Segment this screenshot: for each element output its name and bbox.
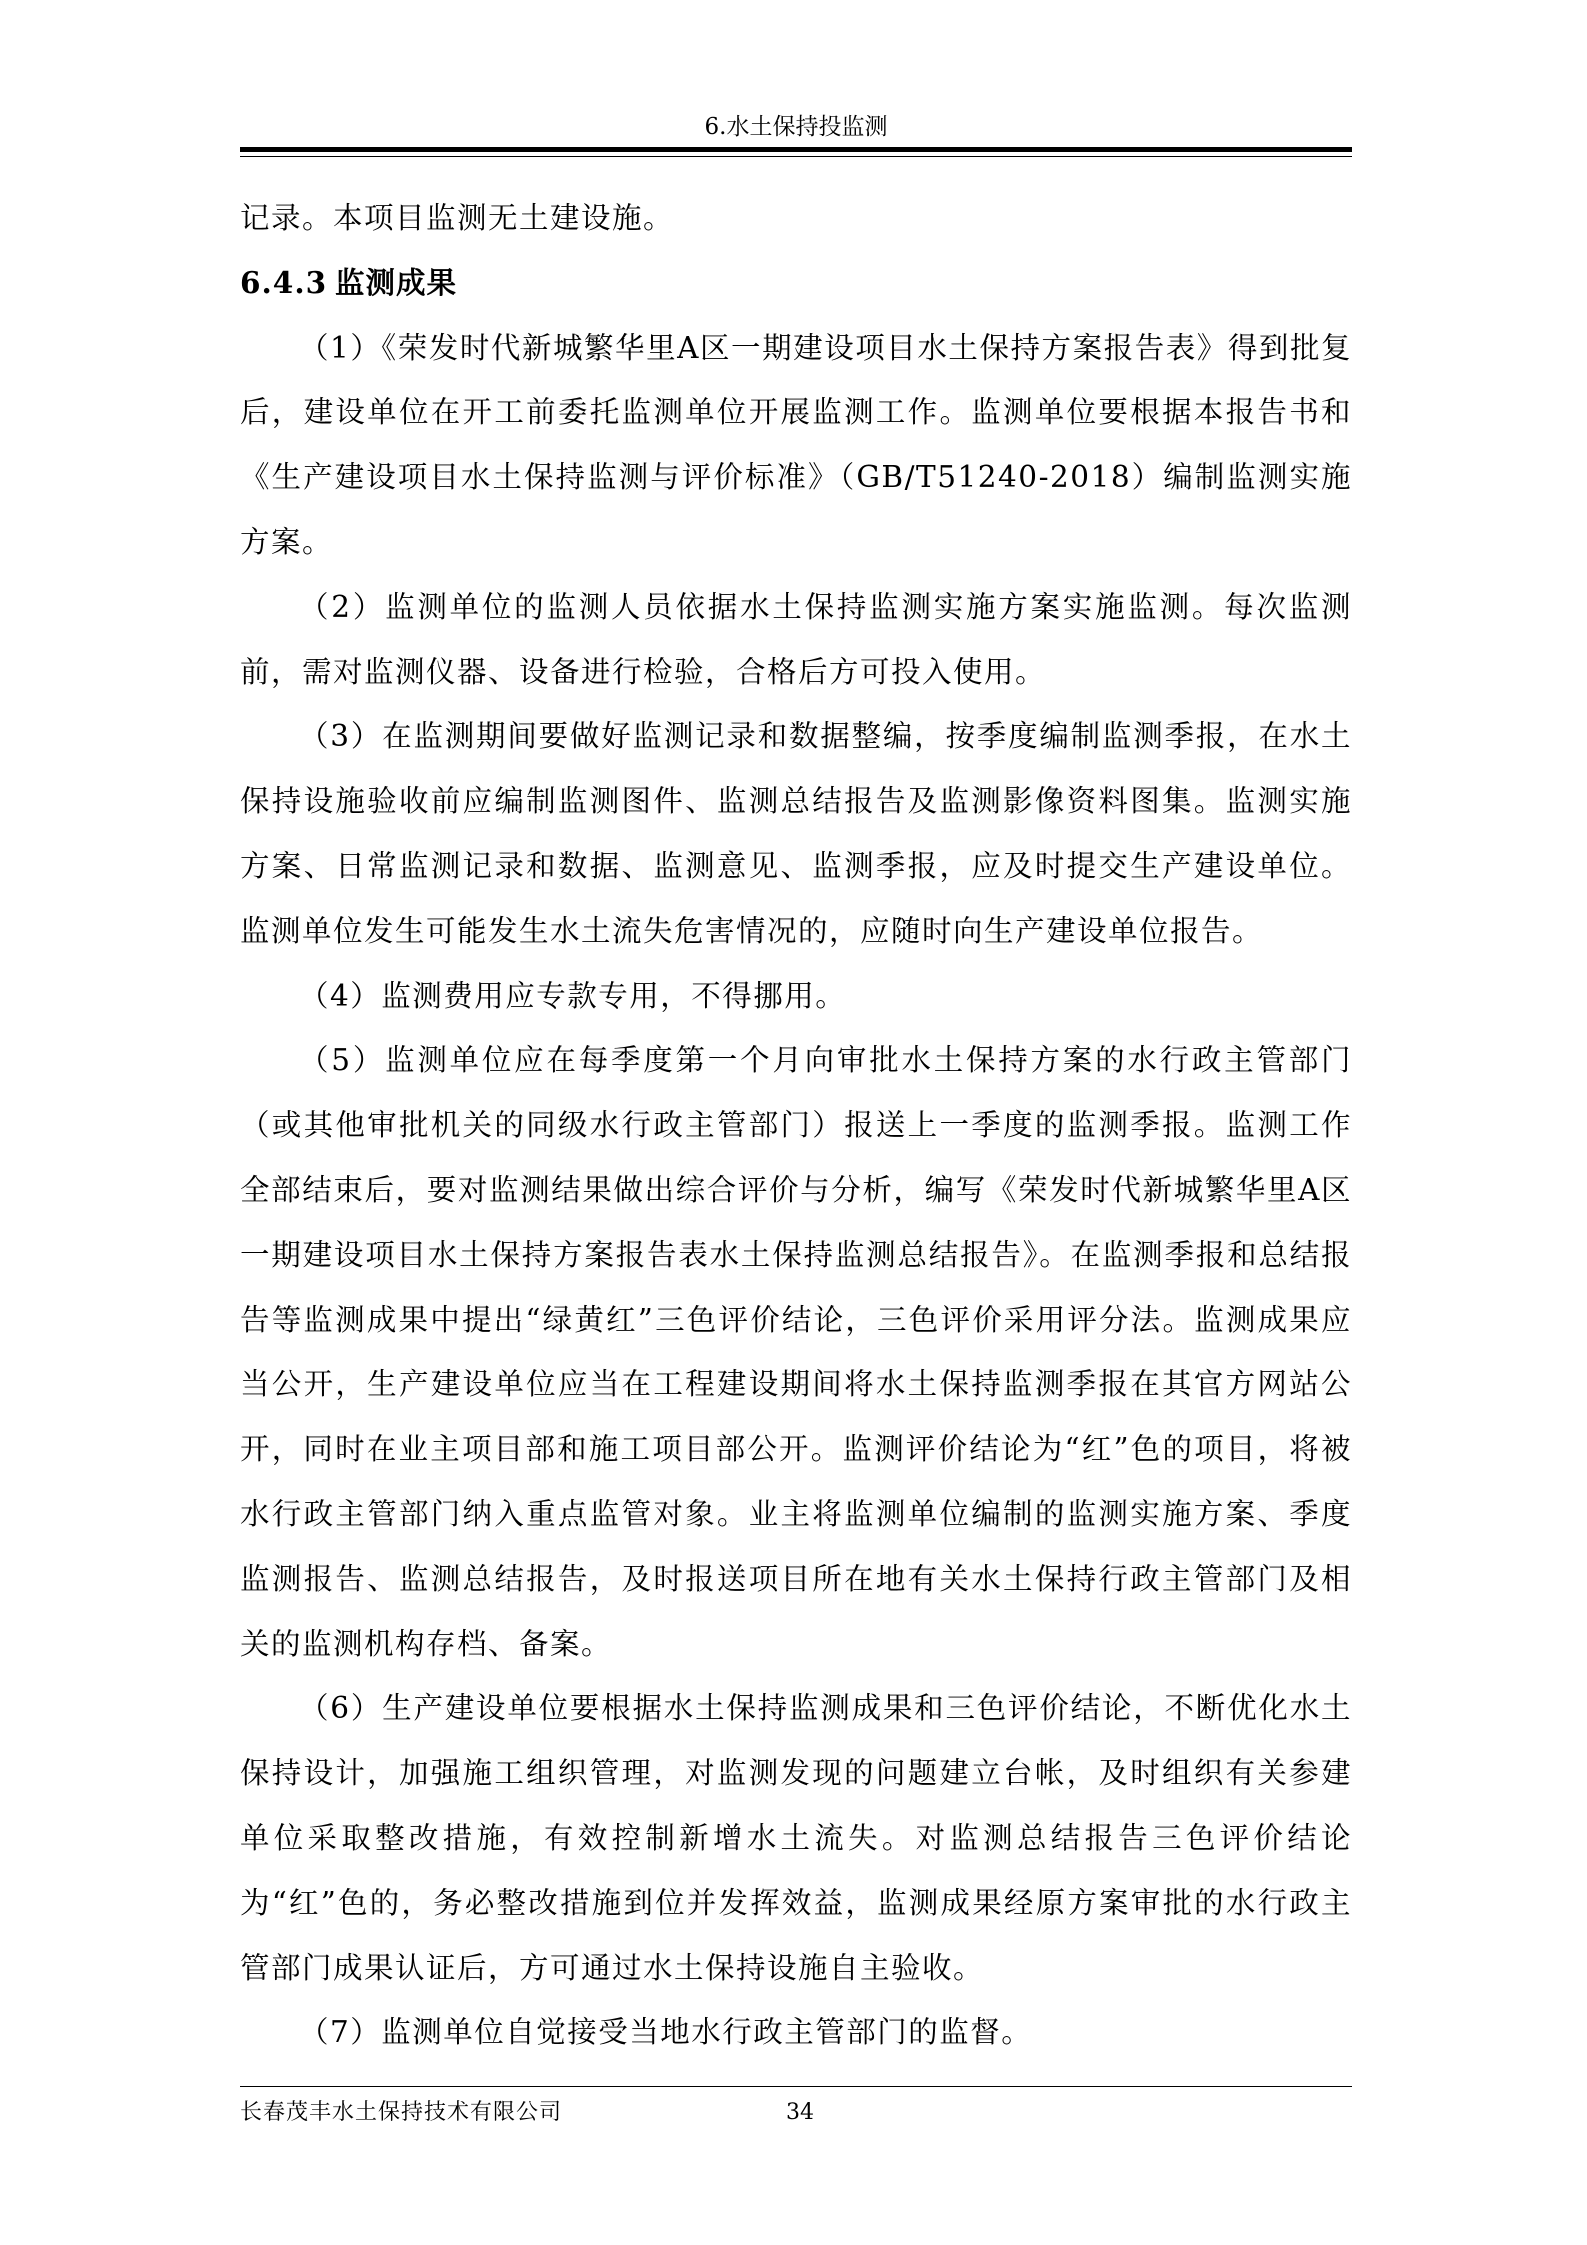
page-body [240, 186, 1352, 2065]
header-divider-thin [240, 156, 1352, 157]
footer-company-name: 长春茂丰水土保持技术有限公司 [240, 2100, 563, 2125]
continuation-paragraph: 记录。本项目监测无土建设施。 [240, 201, 675, 235]
body-paragraph-1: （1）《荣发时代新城繁华里A区一期建设项目水土保持方案报告表》得到批复后，建设单位在开工前委托监测单位开展监测工作。监测单位要根据本报告书和《生产建设项目水土保持监测与评价标准》（GB/T51240-2018）编制监测实施方案。 [240, 330, 1352, 559]
header-divider-thick [240, 147, 1352, 152]
body-paragraph-3: （3）在监测期间要做好监测记录和数据整编，按季度编制监测季报，在水土保持设施验收前应编制监测图件、监测总结报告及监测影像资料图集。监测实施方案、日常监测记录和数据、监测意见、监测季报，应及时提交生产建设单位。监测单位发生可能发生水土流失危害情况的，应随时向生产建设单位报告。 [240, 719, 1352, 948]
body-paragraph-2: （2）监测单位的监测人员依据水土保持监测实施方案实施监测。每次监测前，需对监测仪器、设备进行检验，合格后方可投入使用。 [240, 589, 1352, 689]
body-paragraph-6: （6）生产建设单位要根据水土保持监测成果和三色评价结论，不断优化水土保持设计，加强施工组织管理，对监测发现的问题建立台帐，及时组织有关参建单位采取整改措施，有效控制新增水土流失。对监测总结报告三色评价结论为“红”色的，务必整改措施到位并发挥效益，监测成果经原方案审批的水行政主管部门成果认证后，方可通过水土保持设施自主验收。 [240, 1691, 1352, 1985]
body-paragraph-4: （4）监测费用应专款专用，不得挪用。 [299, 978, 847, 1013]
body-paragraph-7: （7）监测单位自觉接受当地水行政主管部门的监督。 [299, 2015, 1033, 2050]
section-heading [240, 251, 1352, 316]
section-title: 监测成果 [335, 264, 458, 300]
section-number: 6.4.3 [240, 264, 328, 300]
running-header: 6.水土保持投监测 [704, 114, 888, 140]
footer-divider [240, 2086, 1352, 2087]
page-number: 34 [786, 2100, 814, 2125]
body-paragraph-5: （5）监测单位应在每季度第一个月向审批水土保持方案的水行政主管部门（或其他审批机关的同级水行政主管部门）报送上一季度的监测季报。监测工作全部结束后，要对监测结果做出综合评价与分析，编写《荣发时代新城繁华里A区一期建设项目水土保持方案报告表水土保持监测总结报告》。在监测季报和总结报告等监测成果中提出“绿黄红”三色评价结论，三色评价采用评分法。监测成果应当公开，生产建设单位应当在工程建设期间将水土保持监测季报在其官方网站公开，同时在业主项目部和施工项目部公开。监测评价结论为“红”色的项目，将被水行政主管部门纳入重点监管对象。业主将监测单位编制的监测实施方案、季度监测报告、监测总结报告，及时报送项目所在地有关水土保持行政主管部门及相关的监测机构存档、备案。 [240, 1043, 1352, 1661]
